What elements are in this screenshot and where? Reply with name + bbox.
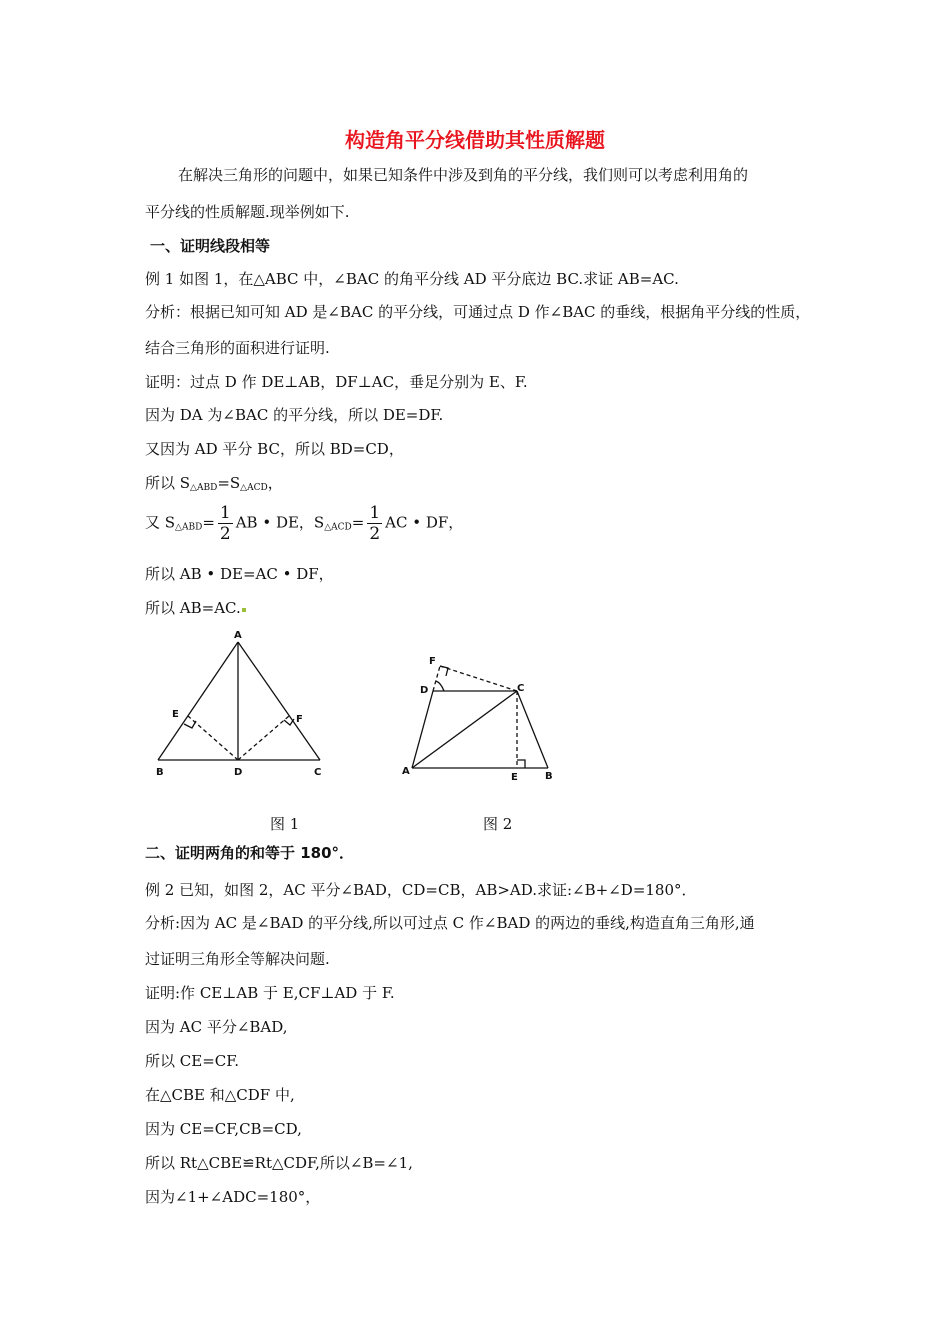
label-c: C bbox=[517, 683, 525, 694]
text-segment: 又 S bbox=[145, 513, 176, 532]
section-2-heading: 二、证明两角的和等于 180°． bbox=[145, 844, 355, 862]
example-2-proof-line-3: 所以 CE=CF. bbox=[145, 1052, 240, 1070]
label-e: E bbox=[172, 709, 179, 720]
section-1-heading: 一、证明线段相等 bbox=[150, 237, 271, 255]
figure-2-trapezoid-diagram bbox=[400, 648, 560, 788]
segment-ac bbox=[412, 691, 517, 768]
fraction-denominator: 2 bbox=[369, 524, 381, 544]
subscript: △ABD bbox=[190, 483, 218, 493]
segment-ad bbox=[412, 691, 433, 768]
label-b: B bbox=[545, 771, 553, 782]
segment-df-extension bbox=[433, 666, 440, 691]
intro-paragraph-line-2: 平分线的性质解题.现举例如下. bbox=[145, 203, 350, 221]
example-1-proof-line-4 bbox=[145, 472, 283, 493]
fraction-one-half bbox=[218, 503, 233, 544]
intro-paragraph-line-1: 在解决三角形的问题中，如果已知条件中涉及到角的平分线，我们则可以考虑利用角的 bbox=[178, 166, 749, 184]
example-2-proof-line-7: 因为∠1+∠ADC=180°， bbox=[145, 1188, 321, 1206]
label-a: A bbox=[234, 630, 242, 641]
text-segment: AB • DE，S bbox=[235, 513, 325, 532]
right-angle-mark-f bbox=[440, 666, 448, 676]
fraction-numerator: 1 bbox=[369, 503, 381, 523]
text-segment: =S bbox=[217, 474, 241, 492]
label-e: E bbox=[511, 772, 518, 783]
subscript: △ACD bbox=[240, 483, 268, 493]
example-1-proof-line-1: 证明：过点 D 作 DE⊥AB，DF⊥AC，垂足分别为 E、F. bbox=[145, 373, 528, 391]
example-2-proof-line-5: 因为 CE=CF,CB=CD, bbox=[145, 1120, 302, 1138]
example-2-statement: 例 2 已知，如图 2，AC 平分∠BAD，CD=CB，AB>AD.求证:∠B+∠D=180°． bbox=[145, 881, 697, 899]
label-a: A bbox=[402, 766, 410, 777]
example-2-proof-line-1: 证明:作 CE⊥AB 于 E,CF⊥AD 于 F. bbox=[145, 984, 395, 1002]
segment-ab bbox=[158, 642, 238, 760]
label-d: D bbox=[420, 685, 429, 696]
text-segment: 所以 AB=AC. bbox=[145, 599, 241, 617]
label-b: B bbox=[156, 767, 164, 778]
label-d: D bbox=[234, 767, 243, 778]
fraction-denominator: 2 bbox=[219, 524, 231, 544]
fraction-one-half bbox=[367, 503, 382, 544]
page-title: 构造角平分线借助其性质解题 bbox=[345, 128, 605, 152]
figure-1-triangle-diagram bbox=[150, 624, 340, 784]
marker-dot bbox=[242, 608, 246, 612]
figure-2-caption: 图 2 bbox=[483, 815, 513, 833]
figure-1-caption: 图 1 bbox=[270, 815, 300, 833]
example-1-statement: 例 1 如图 1，在△ABC 中，∠BAC 的角平分线 AD 平分底边 BC.求证 AB=AC. bbox=[145, 270, 679, 288]
subscript: △ABD bbox=[175, 522, 203, 533]
example-1-proof-line-3: 又因为 AD 平分 BC，所以 BD=CD， bbox=[145, 440, 404, 458]
label-c: C bbox=[314, 767, 322, 778]
segment-cb bbox=[517, 691, 548, 768]
segment-ac bbox=[238, 642, 320, 760]
fraction-numerator: 1 bbox=[219, 503, 231, 523]
angle-arc-d bbox=[436, 681, 444, 691]
example-1-analysis-line-1: 分析：根据已知可知 AD 是∠BAC 的平分线，可通过点 D 作∠BAC 的垂线，根据角平分线的性质， bbox=[145, 303, 811, 321]
label-f: F bbox=[429, 656, 436, 667]
example-1-proof-line-7 bbox=[145, 597, 246, 618]
right-angle-mark-e bbox=[517, 760, 525, 768]
example-2-proof-line-6: 所以 Rt△CBE≌Rt△CDF,所以∠B=∠1, bbox=[145, 1154, 413, 1172]
subscript: △ACD bbox=[324, 522, 352, 533]
text-segment: ， bbox=[267, 474, 283, 492]
example-1-proof-line-2: 因为 DA 为∠BAC 的平分线，所以 DE=DF. bbox=[145, 406, 444, 424]
example-1-analysis-line-2: 结合三角形的面积进行证明. bbox=[145, 339, 330, 357]
segment-cf-dashed bbox=[440, 666, 517, 691]
text-segment: 所以 S bbox=[145, 474, 191, 492]
text-segment: = bbox=[202, 513, 215, 532]
label-f: F bbox=[296, 714, 303, 725]
example-2-analysis-line-1: 分析:因为 AC 是∠BAD 的平分线,所以可过点 C 作∠BAD 的两边的垂线,构造直角三角形,通 bbox=[145, 914, 755, 932]
example-2-analysis-line-2: 过证明三角形全等解决问题. bbox=[145, 950, 330, 968]
segment-df-dashed bbox=[238, 716, 289, 760]
example-1-proof-line-6: 所以 AB • DE=AC • DF， bbox=[145, 565, 334, 583]
example-2-proof-line-2: 因为 AC 平分∠BAD, bbox=[145, 1018, 288, 1036]
text-segment: = bbox=[351, 513, 365, 532]
example-1-proof-line-5 bbox=[145, 503, 463, 544]
text-segment: AC • DF， bbox=[385, 513, 464, 532]
example-2-proof-line-4: 在△CBE 和△CDF 中, bbox=[145, 1086, 295, 1104]
